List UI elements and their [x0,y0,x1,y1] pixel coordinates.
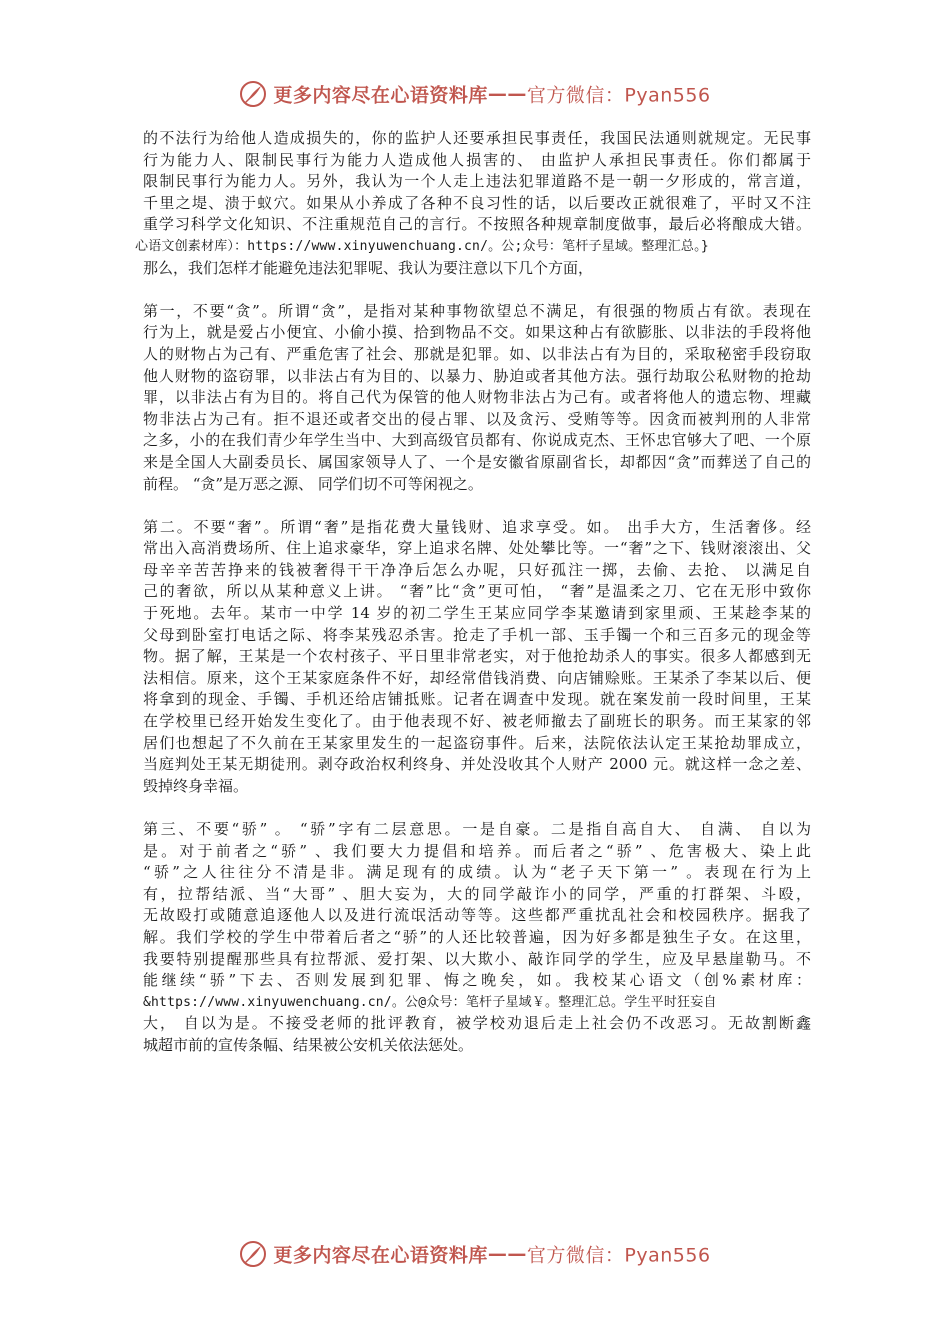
paragraph-gap [143,797,811,819]
text-line: 千里之堤、溃于蚁穴。如果从小养成了各种不良习性的话，以后要改正就很难了，平时又不注 [143,193,811,212]
text-line: 于死地。去年。某市一中学 14 岁的初二学生王某应同学李某邀请到家里顽、王某趁李某的 [143,604,811,623]
text-line: 的不法行为给他人造成损失的，你的监护人还要承担民事责任，我国民法通则就规定。无民事 [143,129,811,147]
text-line: 第一，不要“贪”。所谓“贪”，是指对某种事物欲望总不满足，有很强的物质占有欲。表现在 [143,301,811,320]
banner-dash: —— [487,83,527,105]
feather-logo-icon [239,1240,267,1268]
text-line: 母辛辛苦苦挣来的钱被奢得干干净净后怎么办呢，只好孤注一掷，去偷、去抢、 以满足自 [143,560,811,579]
text-line: 第三、不要“骄” 。 “骄”字有二层意思。一是自豪。二是指自高自大、 自满、 自以为 [143,820,811,838]
text-line: 他人财物的盗窃罪，以非法占有为目的、以暴力、胁迫或者其他方法。强行劫取公私财物的抢劫 [143,366,811,385]
banner-wechat-text: 官方微信：Pyan556 [526,84,711,107]
banner-main-text: 更多内容尽在心语资料库 [273,1244,488,1267]
feather-logo-icon [239,80,267,108]
text-line: 解。我们学校的学生中带着后者之“骄”的人还比较普遍，因为好多都是独生子女。在这里， [143,927,811,946]
text-line: 心语文创素材库）：https://www.xinyuwenchuang.cn/。公;众号：笔杆子星域。整理汇总。} [135,238,709,254]
text-line: 物。据了解，王某是一个农村孩子、平日里非常老实，对于他抢劫杀人的事实。很多人都感到无 [143,647,811,666]
text-line: 之多，小的在我们青少年学生当中、大到高级官员都有、你说成克杰、王怀忠官够大了吧、一个原 [143,431,811,450]
text-line: 城超市前的宣传条幅、结果被公安机关依法惩处。 [143,1035,474,1054]
text-line: 人的财物占为己有、严重危害了社会、那就是犯罪。如、以非法占有为目的，采取秘密手段窃取 [143,344,811,363]
text-line: 重学习科学文化知识、不注重规范自己的言行。不按照各种规章制度做事，最后必将酿成大错。 [143,215,811,234]
text-line: 常出入高消费场所、住上追求豪华，穿上追求名牌、处处攀比等。一“奢”之下、钱财滚滚出、父 [143,539,811,558]
text-line: 毁掉终身幸福。 [143,776,249,795]
text-line: 己的奢欲，所以从某种意义上讲。 “奢”比“贪”更可怕， “奢”是温柔之刀、它在无形中致你 [143,582,811,601]
footer-watermark-banner [0,1240,950,1268]
text-line: 物非法占为己有。拒不退还或者交出的侵占罪、以及贪污、受贿等等。因贪而被判刑的人非常 [143,409,811,428]
paragraph-gap [143,279,811,301]
text-line: 当庭判处王某无期徒刑。剥夺政治权利终身、并处没收其个人财产 2000 元。就这样一念之差、 [143,755,811,774]
paragraph-gap [143,495,811,517]
text-line: 将拿到的现金、手镯、手机还给店铺抵账。记者在调查中发现。就在案发前一段时间里，王某 [143,690,811,709]
text-line: 前程。 “贪”是万恶之源、 同学们切不可等闲视之。 [143,474,483,493]
text-line: 第二。不要“奢”。所谓“奢”是指花费大量钱财、追求享受。如。 出手大方，生活奢侈。经 [143,517,811,536]
document-body [135,128,811,1057]
text-line: 是。对于前者之“骄” 、我们要大力提倡和培养。而后者之“骄” 、危害极大、染上此 [143,841,811,860]
text-line: 来是全国人大副委员长、属国家领导人了、一个是安徽省原副省长，却都因“贪”而葬送了自己的 [143,452,811,471]
text-line: 能继续“骄”下去、否则发展到犯罪、悔之晚矣，如。我校某心语文（创%素材库： [143,971,811,990]
text-line: 那么，我们怎样才能避免违法犯罪呢、我认为要注意以下几个方面， [143,258,594,277]
banner-dash: —— [487,1243,527,1265]
text-line: 限制民事行为能力人。另外，我认为一个人走上违法犯罪道路不是一朝一夕形成的，常言道， [143,172,811,191]
text-line: 我要特别提醒那些具有拉帮派、爱打架、以大欺小、敲诈同学的学生，应及早悬崖勒马。不 [143,949,811,968]
text-line: 居们也想起了不久前在王某家里发生的一起盗窃事件。后来，法院依法认定王某抢劫罪成立， [143,733,811,752]
text-line: 行为能力人、限制民事行为能力人造成他人损害的、 由监护人承担民事责任。你们都属于 [143,150,811,169]
text-line: &https://www.xinyuwenchuang.cn/。公@众号：笔杆子星域￥。整理汇总。学生平时狂妄自 [143,994,717,1010]
banner-wechat-text: 官方微信：Pyan556 [526,1244,711,1267]
text-line: 父母到卧室打电话之际、将李某残忍杀害。抢走了手机一部、玉手镯一个和三百多元的现金等 [143,625,811,644]
text-line: 在学校里已经开始发生变化了。由于他表现不好、被老师撤去了副班长的职务。而王某家的邻 [143,712,811,731]
text-line: 法相信。原来，这个王某家庭条件不好，却经常借钱消费、向店铺赊账。王某杀了李某以后、便 [143,668,811,687]
text-line: 无故殴打或随意追逐他人以及进行流氓活动等等。这些都严重扰乱社会和校园秩序。据我了 [143,906,811,925]
text-line: 罪，以非法占有为目的。将自己代为保管的他人财物非法占为己有。或者将他人的遗忘物、埋藏 [143,388,811,407]
text-line: 大， 自以为是。不接受老师的批评教育，被学校劝退后走上社会仍不改恶习。无故割断鑫 [143,1014,811,1033]
header-watermark-banner [0,80,950,108]
text-line: 有，拉帮结派、当“大哥” 、胆大妄为，大的同学敲诈小的同学，严重的打群架、斗殴， [143,884,811,903]
text-line: “骄”之人往往分不清是非。满足现有的成绩。认为“老子天下第一” 。表现在行为上 [143,863,811,882]
banner-main-text: 更多内容尽在心语资料库 [273,84,488,107]
text-line: 行为上，就是爱占小便宜、小偷小摸、拾到物品不交。如果这种占有欲膨胀、以非法的手段将他 [143,323,811,342]
